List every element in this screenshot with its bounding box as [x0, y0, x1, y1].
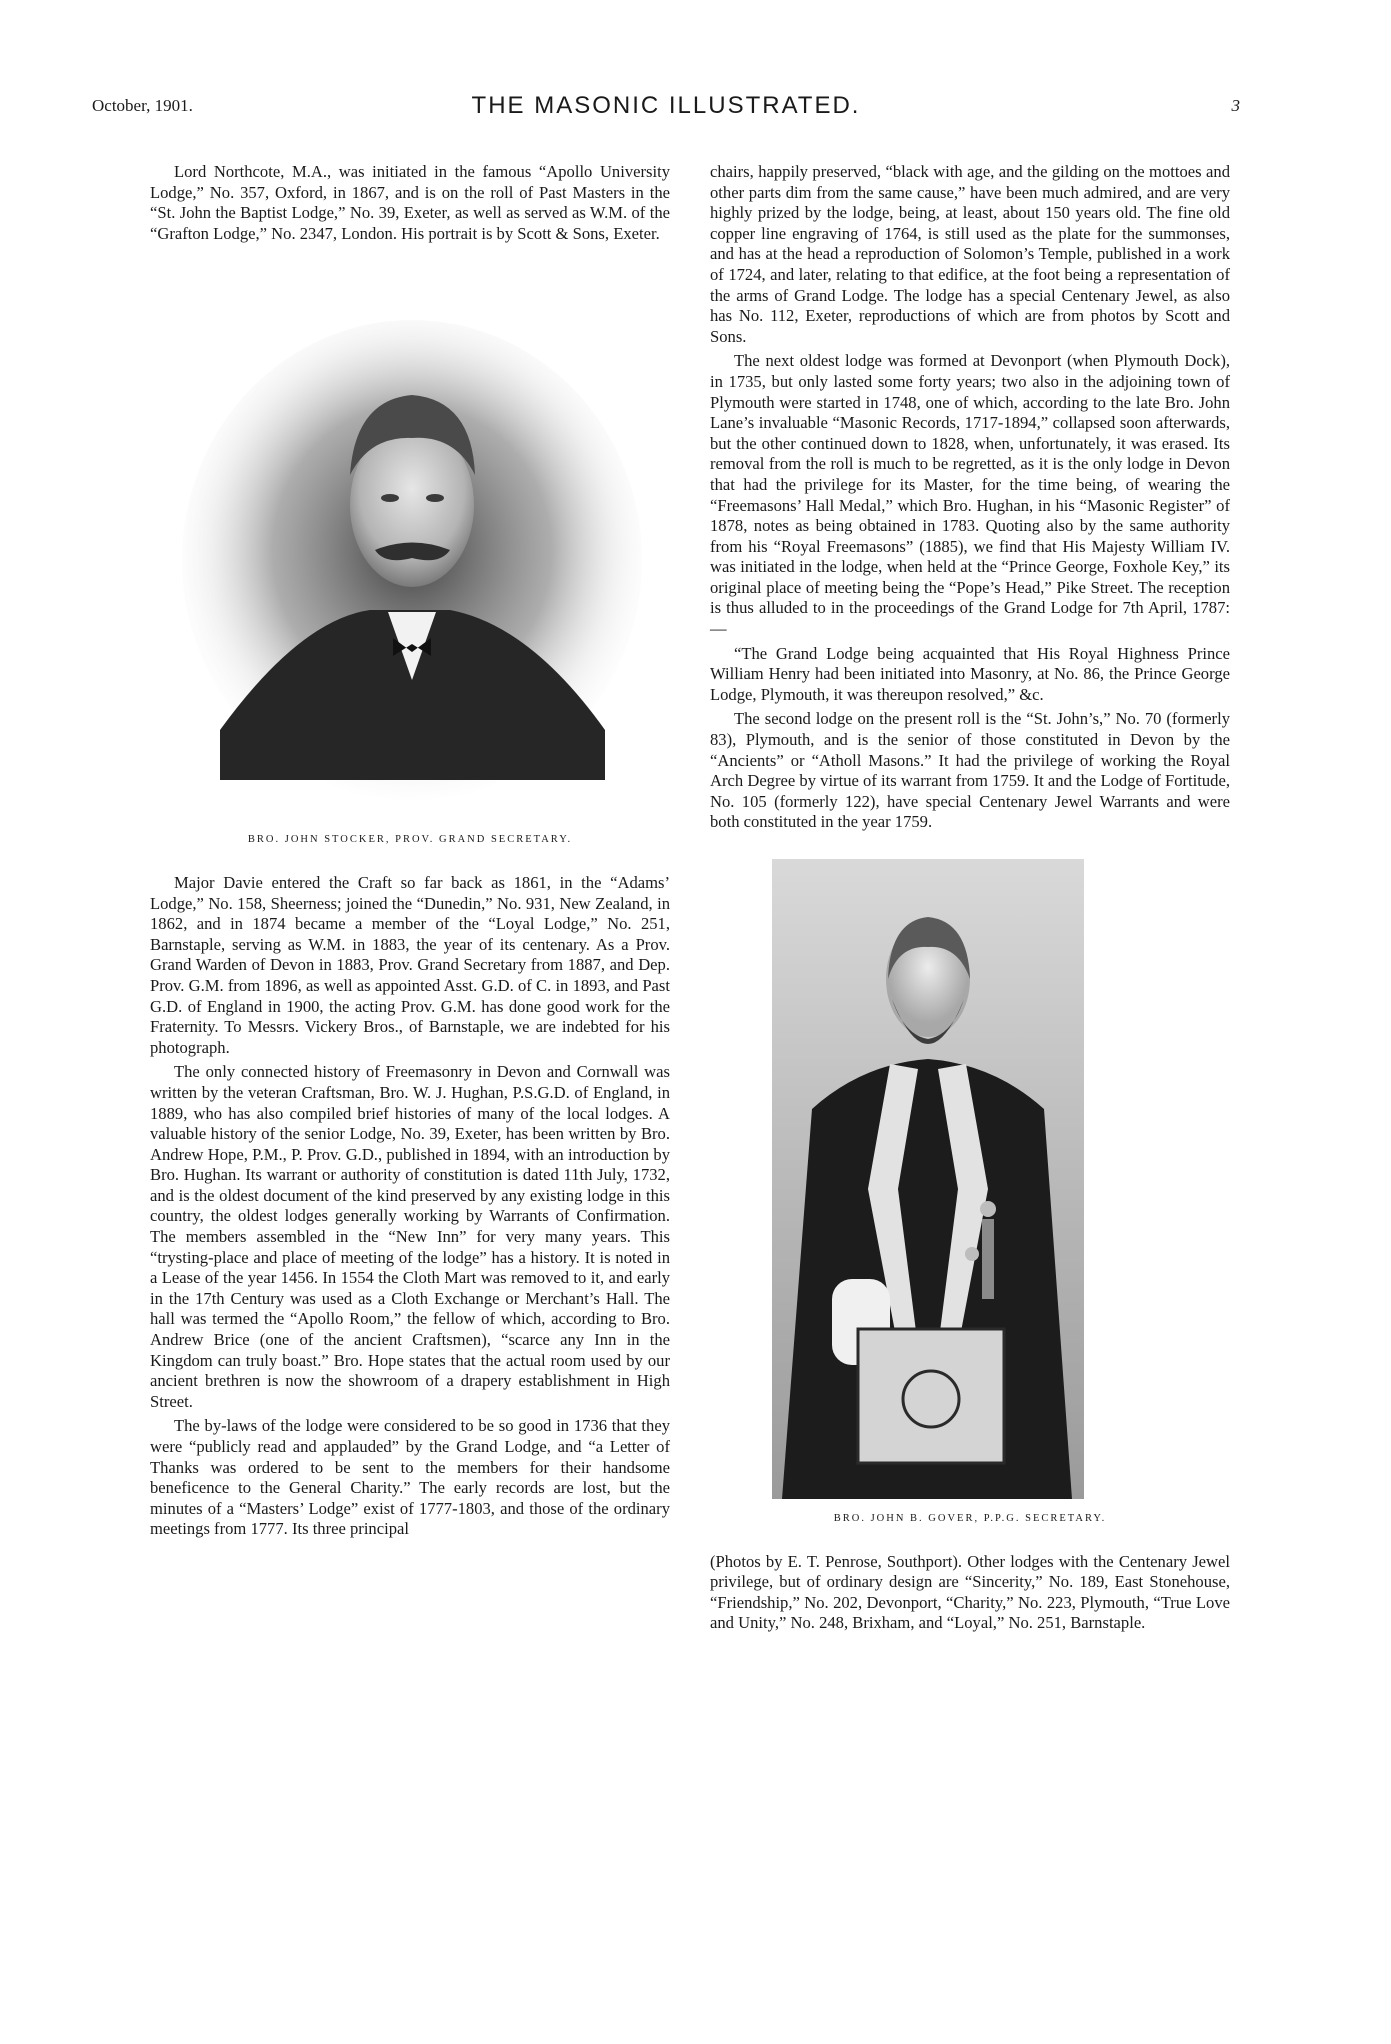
right-column [710, 162, 1230, 1638]
left-column [150, 162, 670, 1544]
magazine-title: THE MASONIC ILLUSTRATED. [471, 92, 861, 119]
body-paragraph: The second lodge on the present roll is the “St. John’s,” No. 70 (formerly 83), Plymouth, and is the senior of those constituted in Devon by the “Ancients” or “Atholl Masons.” It had the privilege of working the Royal Arch Degree by virtue of its warrant from 1759. It and the Lodge of Fortitude, No. 105 (formerly 122), have special Centenary Jewel Warrants and were both constituted in the year 1759. [710, 709, 1230, 832]
stocker-portrait-photo [150, 260, 670, 826]
gover-caption: BRO. JOHN B. GOVER, P.P.G. SECRETARY. [833, 1513, 1107, 1524]
page-number: 3 [1231, 96, 1240, 115]
page-header [92, 92, 1240, 122]
quotation-paragraph: “The Grand Lodge being acquainted that His Royal Highness Prince William Henry had been initiated into Masonry, at No. 86, the Prince George Lodge, Plymouth, it was thereupon resolved,” &c. [710, 643, 1230, 704]
issue-date: October, 1901. [92, 96, 193, 115]
body-paragraph: The next oldest lodge was formed at Devonport (when Plymouth Dock), in 1735, but only lasted some forty years; two also in the adjoining town of Plymouth were started in 1748, one of which, according to the late Bro. John Lane’s invaluable “Masonic Records, 1717-1894,” collapsed soon afterwards, but the other continued down to 1828, when, unfortunately, it was erased. Its removal from the roll is much to be regretted, as it is the only lodge in Devon that had the privilege for its Master, for the time being, of wearing the “Freemasons’ Hall Medal,” which Bro. Hughan, in his “Masonic Register” of 1878, notes as being obtained in 1783. Quoting also by the same authority from his “Royal Freemasons” (1885), we find that His Majesty William IV. was initiated in the lodge, when held at the “Prince George, Foxhole Key,” its original place of meeting being the “Pope’s Head,” Pike Street. The reception is thus alluded to in the proceedings of the Grand Lodge for 7th April, 1787:— [710, 351, 1230, 639]
body-paragraph: Major Davie entered the Craft so far back as 1861, in the “Adams’ Lodge,” No. 158, Sheerness; joined the “Dunedin,” No. 931, New Zealand, in 1862, and in 1874 became a member of the “Loyal Lodge,” No. 251, Barnstaple, serving as W.M. in 1883, the year of its centenary. As a Prov. Grand Warden of Devon in 1883, Prov. Grand Secretary from 1887, and Dep. Prov. G.M. from 1896, as well as appointed Asst. G.D. of C. in 1893, and Past G.D. of England in 1900, the acting Prov. G.M. has done good work for the Fraternity. To Messrs. Vickery Bros., of Barnstaple, we are indebted for his photograph. [150, 872, 670, 1057]
stocker-caption: BRO. JOHN STOCKER, PROV. GRAND SECRETARY. [247, 834, 573, 846]
body-paragraph: The only connected history of Freemasonry in Devon and Cornwall was written by the veteran Craftsman, Bro. W. J. Hughan, P.S.G.D. of England, in 1889, who has also compiled brief histories of many of the local lodges. A valuable history of the senior Lodge, No. 39, Exeter, has been written by Bro. Andrew Hope, P.M., P. Prov. G.D., published in 1894, with an introduction by Bro. Hughan. Its warrant or authority of constitution is dated 11th July, 1732, and is the oldest document of the kind preserved by any existing lodge in this country, the oldest lodges generally working by Warrants of Confirmation. The members assembled in the “New Inn” for very many years. This “trysting-place and place of meeting of the lodge” has a history. It is noted in a Lease of the year 1456. In 1554 the Cloth Mart was removed to it, and early in the 17th Century was used as a Cloth Exchange or Merchant’s Hall. The hall was termed the “Apollo Room,” the fellow of which, according to Bro. Andrew Brice (one of the ancient Craftsmen), “scarce any Inn in the Kingdom can truly boast.” Bro. Hope states that the actual room used by our ancient brethren is now the showroom of a drapery establishment in High Street. [150, 1062, 670, 1411]
gover-portrait-figure [710, 859, 1230, 1530]
closing-paragraph: (Photos by E. T. Penrose, Southport). Other lodges with the Centenary Jewel privilege, but of ordinary design are “Sincerity,” No. 189, East Stonehouse, “Friendship,” No. 202, Devonport, “Charity,” No. 223, Plymouth, “True Love and Unity,” No. 248, Brixham, and “Loyal,” No. 251, Barnstaple. [710, 1551, 1230, 1633]
body-paragraph: The by-laws of the lodge were considered to be so good in 1736 that they were “publicly read and applauded” by the Grand Lodge, and “a Letter of Thanks was ordered to be sent to the members for their handsome beneficence to the General Charity.” The early records are lost, but the minutes of a “Masters’ Lodge” exist of 1777-1803, and those of the ordinary meetings from 1777. Its three principal [150, 1416, 670, 1539]
stocker-portrait-figure [150, 260, 670, 851]
gover-portrait-photo [772, 859, 1084, 1499]
mason-in-regalia-icon [772, 859, 1084, 1499]
bearded-man-vignette-icon [150, 260, 670, 826]
intro-paragraph: Lord Northcote, M.A., was initiated in the famous “Apollo University Lodge,” No. 357, Oxford, in 1867, and is on the roll of Past Masters in the “St. John the Baptist Lodge,” No. 39, Exeter, as well as served as W.M. of the “Grafton Lodge,” No. 2347, London. His portrait is by Scott & Sons, Exeter. [150, 162, 670, 243]
body-paragraph: chairs, happily preserved, “black with age, and the gilding on the mottoes and other parts dim from the same cause,” have been much admired, and are very highly prized by the lodge, being, at least, about 150 years old. The fine old copper line engraving of 1764, is still used as the plate for the summonses, and has at the head a reproduction of Solomon’s Temple, published in a work of 1724, and later, relating to that edifice, at the foot being a representation of the arms of Grand Lodge. The lodge has a special Centenary Jewel, as also has No. 112, Exeter, reproductions of which are from photos by Scott and Sons. [710, 162, 1230, 346]
